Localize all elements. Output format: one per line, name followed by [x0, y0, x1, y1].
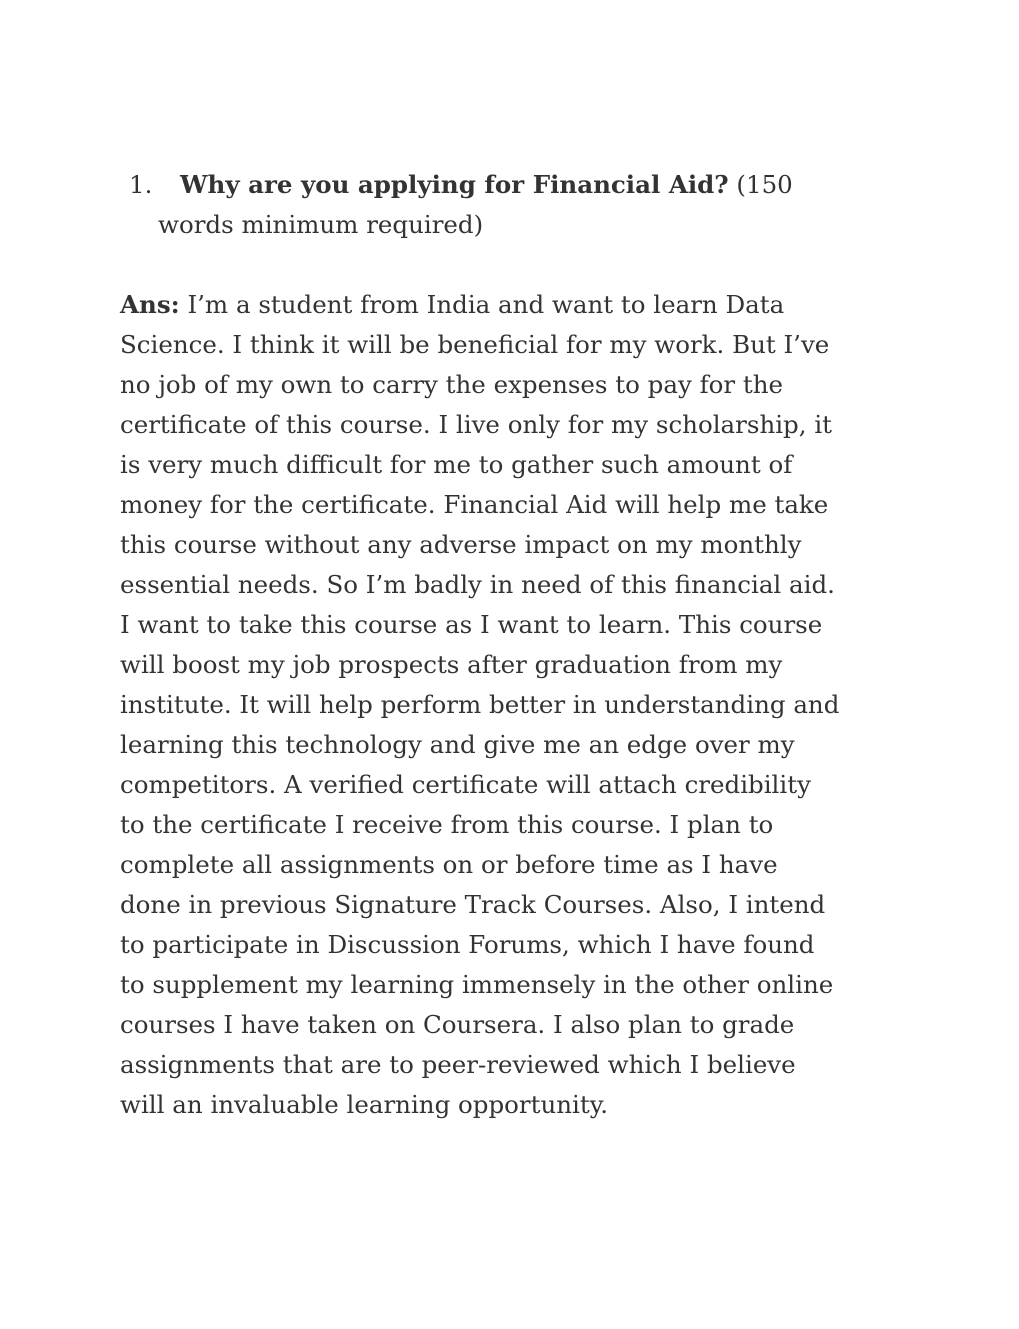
answer-line: no job of my own to carry the expenses to pay for the	[120, 370, 784, 399]
answer-line: to the certificate I receive from this course. I plan to	[120, 810, 774, 839]
answer-line: learning this technology and give me an edge over my	[120, 730, 795, 759]
question-number: 1.	[129, 170, 153, 199]
answer-line: certificate of this course. I live only for my scholarship, it	[120, 410, 832, 439]
answer-line: competitors. A verified certificate will attach credibility	[120, 770, 811, 799]
answer-line: institute. It will help perform better in understanding and	[120, 690, 840, 719]
answer-line: will boost my job prospects after graduation from my	[120, 650, 783, 679]
answer-line: money for the certificate. Financial Aid will help me take	[120, 490, 829, 519]
answer-line: essential needs. So I’m badly in need of this financial aid.	[120, 570, 835, 599]
question-note-part2: words minimum required)	[158, 210, 484, 239]
answer-line: Science. I think it will be beneficial for my work. But I’ve	[120, 330, 830, 359]
answer-line: done in previous Signature Track Courses. Also, I intend	[120, 890, 826, 919]
answer-line	[120, 285, 910, 325]
answer-line: this course without any adverse impact on my monthly	[120, 530, 802, 559]
question-text: Why are you applying for Financial Aid?	[180, 170, 729, 199]
answer-line: I want to take this course as I want to learn. This course	[120, 610, 823, 639]
answer-label: Ans:	[120, 290, 180, 319]
answer-line: is very much difficult for me to gather such amount of	[120, 450, 793, 479]
answer-line: courses I have taken on Coursera. I also plan to grade	[120, 1010, 795, 1039]
question-note-part1: (150	[728, 170, 793, 199]
question-item	[120, 165, 910, 245]
answer-line: will an invaluable learning opportunity.	[120, 1090, 609, 1119]
answer-line: assignments that are to peer-reviewed which I believe	[120, 1050, 796, 1079]
answer-line: complete all assignments on or before time as I have	[120, 850, 778, 879]
answer-line: to supplement my learning immensely in the other online	[120, 970, 834, 999]
answer-line: to participate in Discussion Forums, which I have found	[120, 930, 815, 959]
answer-line-text: I’m a student from India and want to learn Data	[179, 290, 785, 319]
answer-paragraph	[120, 285, 910, 1125]
